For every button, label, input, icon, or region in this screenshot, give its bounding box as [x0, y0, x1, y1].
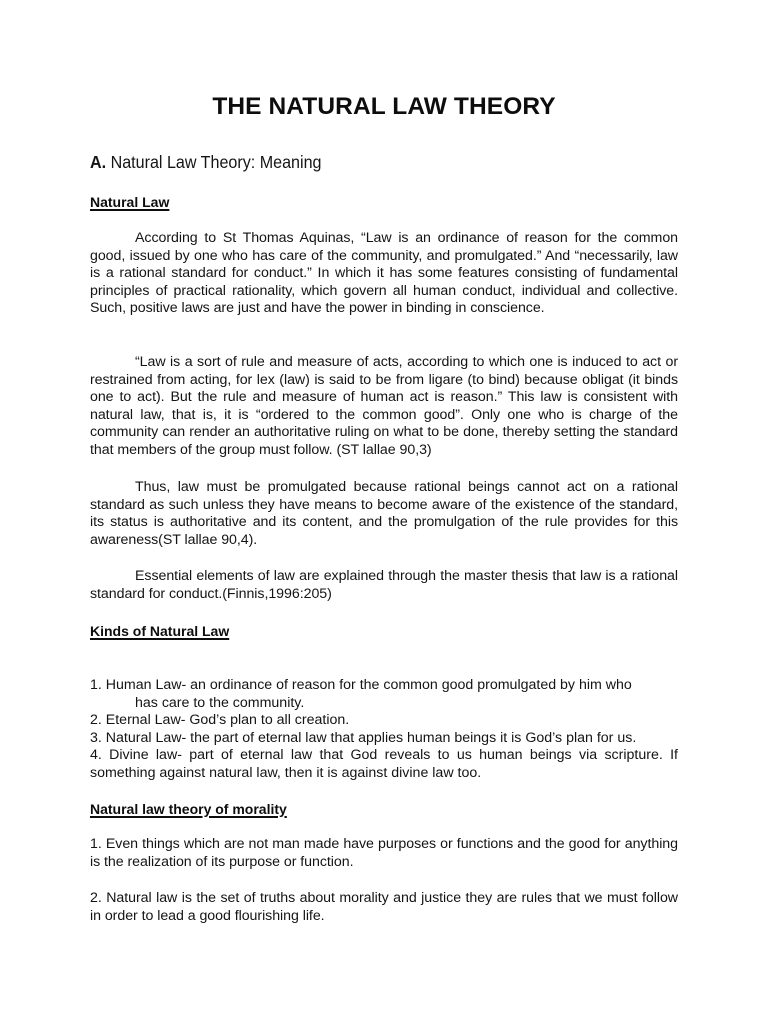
heading-kinds-of-natural-law: Kinds of Natural Law	[90, 623, 230, 639]
section-heading	[90, 151, 321, 173]
heading-natural-law: Natural Law	[90, 194, 170, 210]
document-title: THE NATURAL LAW THEORY	[212, 93, 556, 120]
paragraph-aquinas-definition: According to St Thomas Aquinas, “Law is an ordinance of reason for the common good, issued by one who has care of the community, and promulgated.” And “necessarily, law is a rational standard for conduct.” In which it has some features consisting of fundamental principles of practical rationality, which govern all human conduct, individual and collective. Such, positive laws are just and have the power in binding in conscience.	[90, 230, 678, 317]
section-title: Natural Law Theory: Meaning	[110, 152, 322, 172]
heading-natural-law-theory-of-morality: Natural law theory of morality	[90, 801, 287, 817]
list-item-human-law	[90, 677, 678, 712]
paragraph-morality-point-1: 1. Even things which are not man made have purposes or functions and the good for anything is the realization of its purpose or function.	[90, 836, 678, 870]
paragraph-morality-point-2: 2. Natural law is the set of truths about morality and justice they are rules that we must follow in order to lead a good flourishing life.	[90, 890, 678, 924]
paragraph-essential-elements: Essential elements of law are explained through the master thesis that law is a rational standard for conduct.(Finnis,1996:205)	[90, 568, 678, 602]
paragraph-promulgation: Thus, law must be promulgated because rational beings cannot act on a rational standard as such unless they have means to become aware of the existence of the standard, its status is authoritative and its content, and the promulgation of the rule provides for this awareness(ST lallae 90,4).	[90, 479, 678, 548]
section-letter: A.	[90, 152, 107, 172]
list-item-eternal-law: 2. Eternal Law- God’s plan to all creation.	[90, 712, 350, 729]
list-item-natural-law: 3. Natural Law- the part of eternal law that applies human beings it is God’s plan for us.	[90, 729, 637, 746]
list-item-human-law-continuation: has care to the community.	[135, 694, 305, 711]
kinds-list	[90, 677, 678, 783]
list-item-divine-law: 4. Divine law- part of eternal law that God reveals to us human beings via scripture. If something against natural law, then it is against divine law too.	[90, 747, 678, 781]
paragraph-rule-and-measure: “Law is a sort of rule and measure of acts, according to which one is induced to act or restrained from acting, for lex (law) is said to be from ligare (to bind) because obligat (it binds one to act). But the rule and measure of human act is reason.” This law is consistent with natural law, that is, it is “ordered to the common good”. Only one who is charge of the community can render an authoritative ruling on what to be done, thereby setting the standard that members of the group must follow. (ST lallae 90,3)	[90, 354, 678, 458]
list-item-human-law-first-line: 1. Human Law- an ordinance of reason for the common good promulgated by him who	[90, 677, 632, 693]
